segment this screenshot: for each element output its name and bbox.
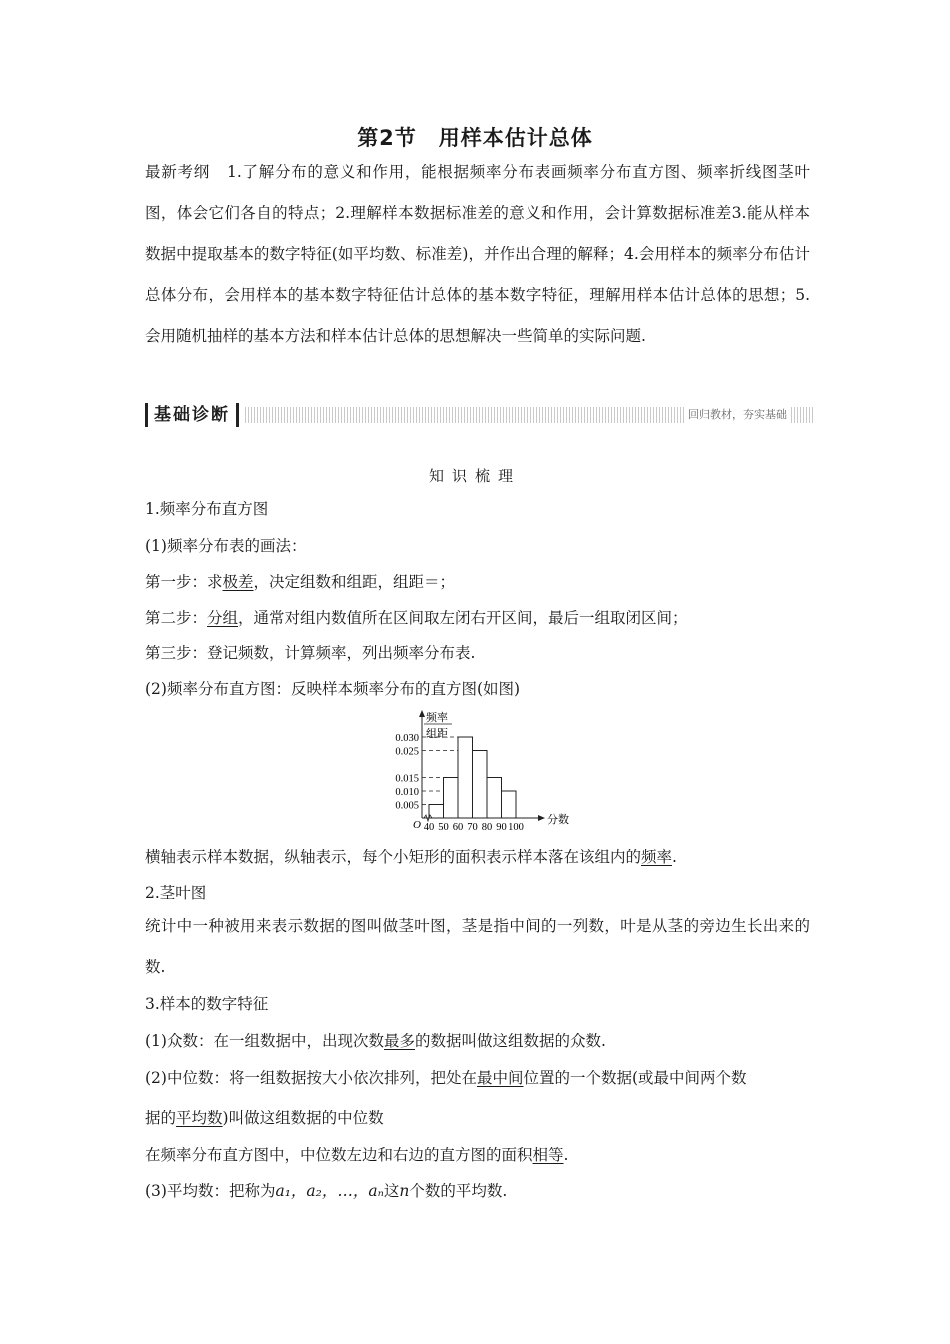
step2-text: 第二步： <box>145 609 208 627</box>
s1-step2 <box>145 606 688 628</box>
s3-median-a <box>145 1066 747 1088</box>
y-tick-label: 0.010 <box>395 787 419 798</box>
after-text-end: . <box>672 848 677 866</box>
frequency-histogram <box>366 708 606 833</box>
s3-median-b <box>145 1106 384 1128</box>
x-tick-label: 60 <box>452 822 464 833</box>
y-tick-label: 0.005 <box>395 800 419 812</box>
s1-step1 <box>145 570 455 592</box>
step2-text-end: ，通常对组内数值所在区间取左闭右开区间，最后一组取闭区间； <box>238 609 688 627</box>
mean-n: n <box>399 1182 410 1200</box>
median-c-text: 在频率分布直方图中，中位数左边和右边的直方图的面积 <box>145 1146 533 1164</box>
y-tick-label: 0.030 <box>395 733 419 744</box>
histogram-bar <box>487 778 502 819</box>
s3-mean <box>145 1179 507 1201</box>
s3-median-c <box>145 1143 568 1165</box>
step1-underlined: 极差 <box>222 573 254 591</box>
syllabus-label: 最新考纲 <box>145 163 210 181</box>
mean-text-end: 个数的平均数. <box>409 1182 508 1200</box>
s1-step3: 第三步：登记频数，计算频率，列出频率分布表. <box>145 644 476 662</box>
mode-text: (1)众数：在一组数据中，出现次数 <box>145 1032 384 1050</box>
x-tick-label: 100 <box>508 822 524 833</box>
section-subtitle: 回归教材，夯实基础 <box>684 407 791 423</box>
mean-text: (3)平均数：把称为 <box>145 1182 276 1200</box>
x-axis-label: 分数 <box>547 814 569 826</box>
x-tick-label: 40 <box>423 822 435 833</box>
median-b-text-end: )叫做这组数据的中位数 <box>222 1109 384 1127</box>
histogram-bar <box>444 778 459 819</box>
mode-text-end: 的数据叫做这组数据的众数. <box>414 1032 606 1050</box>
mean-variables: a₁，a₂，…，aₙ <box>275 1182 384 1200</box>
x-axis-arrow <box>538 815 545 821</box>
s1-p1: (1)频率分布表的画法： <box>145 537 307 555</box>
section-banner <box>145 403 813 427</box>
median-c-underlined: 相等 <box>532 1146 564 1164</box>
s3-title: 3.样本的数字特征 <box>145 995 269 1013</box>
section-tag: 基础诊断 <box>145 403 239 427</box>
x-tick-label: 50 <box>438 822 449 833</box>
origin-label: O <box>413 819 421 831</box>
histogram-bar <box>473 751 488 819</box>
after-underlined: 频率 <box>641 848 673 866</box>
median-b-underlined: 平均数 <box>176 1109 223 1127</box>
s2-title: 2.茎叶图 <box>145 884 207 902</box>
mean-text-mid: 这 <box>383 1182 400 1200</box>
s1-title: 1.频率分布直方图 <box>145 500 269 518</box>
s1-after-chart <box>145 845 677 867</box>
page-title: 第2节 用样本估计总体 <box>357 126 593 150</box>
x-tick-label: 70 <box>467 822 478 833</box>
syllabus-text: 1.了解分布的意义和作用，能根据频率分布表画频率分布直方图、频率折线图茎叶图，体会它们各自的特点；2.理解样本数据标准差的意义和作用，会计算数据标准差3.能从样本数据中提取基本的数字特征(如平均数、标准差)，并作出合理的解释；4.会用样本的频率分布估计总体分布，会用样本的基本数字特征估计总体的基本数字特征，理解用样本估计总体的思想；5.会用随机抽样的基本方法和样本估计总体的思想解决一些简单的实际问题. <box>145 163 810 345</box>
y-tick-label: 0.025 <box>395 746 419 758</box>
after-text: 横轴表示样本数据，纵轴表示，每个小矩形的面积表示样本落在该组内的 <box>145 848 642 866</box>
x-tick-label: 80 <box>481 822 493 833</box>
step2-underlined: 分组 <box>207 609 239 627</box>
median-b-text: 据的 <box>145 1109 177 1127</box>
y-label-numerator: 频率 <box>426 712 448 724</box>
median-c-text-end: . <box>563 1146 569 1164</box>
histogram-bar <box>429 805 444 819</box>
histogram-bar <box>502 791 517 818</box>
histogram-bar <box>458 737 473 818</box>
y-axis-arrow <box>419 710 425 717</box>
step1-text-end: ，决定组数和组距，组距＝； <box>253 573 456 591</box>
s1-p2: (2)频率分布直方图：反映样本频率分布的直方图(如图) <box>145 680 521 698</box>
syllabus-paragraph <box>145 152 810 357</box>
mode-underlined: 最多 <box>383 1032 415 1050</box>
s2-text: 统计中一种被用来表示数据的图叫做茎叶图，茎是指中间的一列数，叶是从茎的旁边生长出来的数. <box>145 917 810 976</box>
x-tick-label: 90 <box>496 822 507 833</box>
median-a-text-end: 位置的一个数据(或最中间两个数 <box>523 1069 747 1087</box>
knowledge-heading: 知识梳理 <box>428 467 521 485</box>
median-a-text: (2)中位数：将一组数据按大小依次排列，把处在 <box>145 1069 477 1087</box>
median-a-underlined: 最中间 <box>476 1069 524 1087</box>
y-tick-label: 0.015 <box>395 773 419 785</box>
s3-mode <box>145 1029 606 1051</box>
step1-text: 第一步：求 <box>145 573 223 591</box>
y-label-denominator: 组距 <box>426 728 448 740</box>
